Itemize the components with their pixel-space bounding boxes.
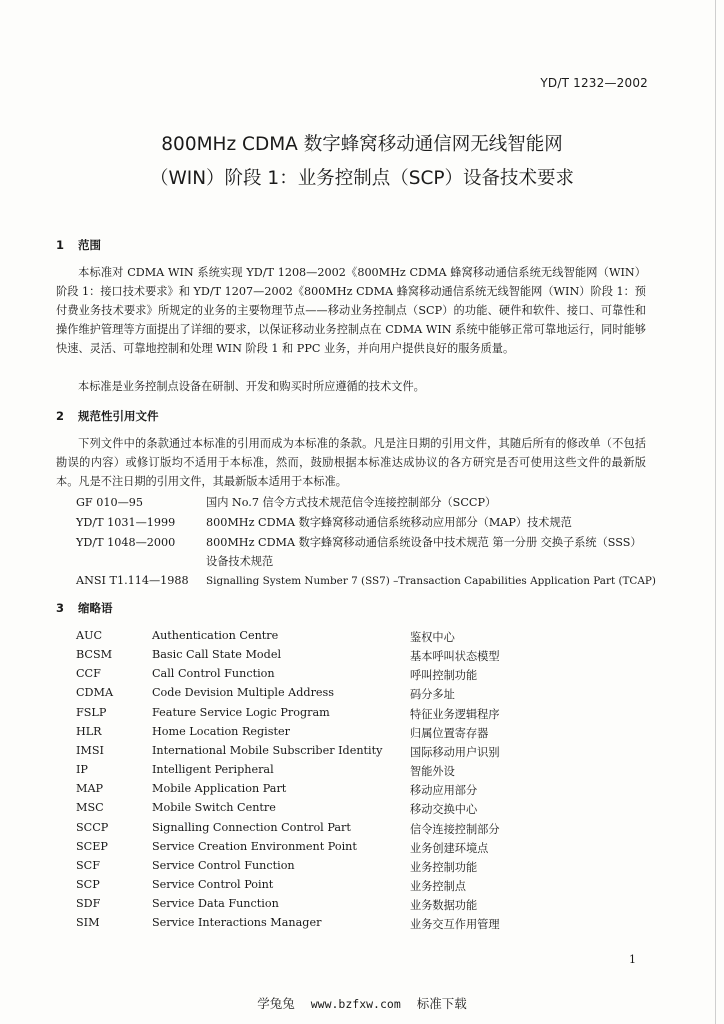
abbreviation-code: BCSM xyxy=(76,648,113,661)
section-title: 范围 xyxy=(78,238,101,252)
abbreviation-chinese: 移动交换中心 xyxy=(410,803,478,816)
abbreviation-english: Basic Call State Model xyxy=(152,648,282,661)
abbreviation-code: SCF xyxy=(76,859,100,872)
download-footer xyxy=(0,994,724,1012)
abbreviation-code: SCCP xyxy=(76,821,109,834)
abbreviation-chinese: 基本呼叫状态模型 xyxy=(410,650,500,663)
abbreviation-code: AUC xyxy=(76,629,103,642)
abbreviation-row xyxy=(76,916,636,935)
abbreviation-chinese: 移动应用部分 xyxy=(410,784,478,797)
abbreviation-chinese: 业务控制点 xyxy=(410,880,466,893)
abbreviation-english: Code Devision Multiple Address xyxy=(152,686,335,699)
scope-paragraph-1-text: 本标准对 CDMA WIN 系统实现 YD/T 1208—2002《800MHz CDMA 蜂窝移动通信系统无线智能网（WIN）阶段 1：接口技术要求》和 YD/T 1207—2002《800MHz CDMA 蜂窝移动通信系统无线智能网（WIN）阶段 1：预付费业务技术要求》所规定的业务的主要物理节点——移动业务控制点（SCP）的功能、硬件和软件、接口、可靠性和操作维护管理等方面提出了详细的要求，以保证移动业务控制点在 CDMA WIN 系统中能够正常可靠地运行，同时能够快速、灵活、可靠地控制和处理 WIN 阶段 1 和 PPC 业务，并向用户提供良好的服务质量。 xyxy=(56,266,646,355)
abbreviation-english: International Mobile Subscriber Identity xyxy=(152,744,383,757)
abbreviation-code: MAP xyxy=(76,782,104,795)
abbreviation-chinese: 归属位置寄存器 xyxy=(410,727,489,740)
reference-code: GF 010—95 xyxy=(76,496,144,509)
reference-title: 国内 No.7 信令方式技术规范信令连接控制部分（SCCP） xyxy=(206,496,497,509)
section-number: 1 xyxy=(56,238,65,252)
abbreviation-row xyxy=(76,706,636,725)
abbreviation-english: Intelligent Peripheral xyxy=(152,763,274,776)
abbreviation-english: Feature Service Logic Program xyxy=(152,706,330,719)
scope-paragraph-2 xyxy=(56,378,646,397)
abbreviation-code: MSC xyxy=(76,801,104,814)
abbreviation-row xyxy=(76,878,636,897)
abbreviation-chinese: 国际移动用户识别 xyxy=(410,746,500,759)
standard-code: YD/T 1232—2002 xyxy=(540,76,648,90)
abbreviation-row xyxy=(76,725,636,744)
abbreviation-english: Service Control Function xyxy=(152,859,295,872)
abbreviation-english: Mobile Switch Centre xyxy=(152,801,276,814)
footer-site-name: 学兔兔 xyxy=(257,996,295,1011)
section-number: 2 xyxy=(56,409,65,423)
references-intro xyxy=(56,435,646,492)
abbreviation-chinese: 业务数据功能 xyxy=(410,899,478,912)
abbreviation-row xyxy=(76,744,636,763)
abbreviation-row xyxy=(76,821,636,840)
document-title-line-2: （WIN）阶段 1：业务控制点（SCP）设备技术要求 xyxy=(149,168,575,189)
abbreviation-english: Mobile Application Part xyxy=(152,782,287,795)
abbreviation-row xyxy=(76,648,636,667)
reference-title: Signalling System Number 7 (SS7) –Transaction Capabilities Application Part (TCAP) xyxy=(206,575,656,587)
abbreviation-row xyxy=(76,686,636,705)
page-number: 1 xyxy=(629,953,636,966)
abbreviation-row xyxy=(76,763,636,782)
abbreviation-english: Service Control Point xyxy=(152,878,274,891)
abbreviation-row xyxy=(76,782,636,801)
abbreviation-code: FSLP xyxy=(76,706,107,719)
abbreviation-code: SDF xyxy=(76,897,101,910)
abbreviation-code: HLR xyxy=(76,725,102,738)
reference-code: YD/T 1031—1999 xyxy=(76,516,176,529)
abbreviation-english: Home Location Register xyxy=(152,725,290,738)
abbreviation-chinese: 码分多址 xyxy=(410,688,455,701)
section-heading-scope xyxy=(56,237,101,253)
abbreviation-row xyxy=(76,629,636,648)
footer-url-link[interactable]: www.bzfxw.com xyxy=(310,997,401,1011)
scope-paragraph-1 xyxy=(56,264,646,359)
abbreviation-english: Call Control Function xyxy=(152,667,275,680)
abbreviation-row xyxy=(76,801,636,820)
abbreviation-english: Service Creation Environment Point xyxy=(152,840,357,853)
abbreviation-row xyxy=(76,897,636,916)
abbreviation-code: IMSI xyxy=(76,744,104,757)
abbreviation-code: CCF xyxy=(76,667,101,680)
section-title: 规范性引用文件 xyxy=(78,409,159,423)
references-intro-text: 下列文件中的条款通过本标准的引用而成为本标准的条款。凡是注日期的引用文件，其随后所有的修改单（不包括勘误的内容）或修订版均不适用于本标准，然而，鼓励根据本标准达成协议的各方研究是否可使用这些文件的最新版本。凡是不注日期的引用文件，其最新版本适用于本标准。 xyxy=(56,437,646,488)
reference-code: ANSI T1.114—1988 xyxy=(76,574,189,587)
reference-title: 800MHz CDMA 数字蜂窝移动通信系统设备中技术规范 第一分册 交换子系统（SSS）设备技术规范 xyxy=(206,536,642,568)
abbreviation-code: IP xyxy=(76,763,88,776)
document-title-line-1: 800MHz CDMA 数字蜂窝移动通信网无线智能网 xyxy=(161,134,563,155)
abbreviation-chinese: 业务交互作用管理 xyxy=(410,918,500,931)
reference-title: 800MHz CDMA 数字蜂窝移动通信系统移动应用部分（MAP）技术规范 xyxy=(206,516,572,529)
abbreviation-code: SCEP xyxy=(76,840,108,853)
reference-code: YD/T 1048—2000 xyxy=(76,536,176,549)
abbreviation-code: CDMA xyxy=(76,686,114,699)
abbreviation-chinese: 呼叫控制功能 xyxy=(410,669,478,682)
abbreviation-chinese: 智能外设 xyxy=(410,765,455,778)
abbreviation-row xyxy=(76,859,636,878)
scope-paragraph-2-text: 本标准是业务控制点设备在研制、开发和购买时所应遵循的技术文件。 xyxy=(78,380,425,393)
section-number: 3 xyxy=(56,601,65,615)
abbreviation-chinese: 业务创建环境点 xyxy=(410,842,489,855)
abbreviation-chinese: 信令连接控制部分 xyxy=(410,823,500,836)
footer-label: 标准下载 xyxy=(416,996,467,1011)
abbreviation-chinese: 业务控制功能 xyxy=(410,861,478,874)
abbreviation-row xyxy=(76,840,636,859)
abbreviation-code: SCP xyxy=(76,878,100,891)
abbreviation-chinese: 特征业务逻辑程序 xyxy=(410,708,500,721)
section-title: 缩略语 xyxy=(78,601,113,615)
abbreviation-code: SIM xyxy=(76,916,100,929)
section-heading-abbreviations xyxy=(56,600,113,616)
abbreviation-chinese: 鉴权中心 xyxy=(410,631,455,644)
abbreviation-english: Signalling Connection Control Part xyxy=(152,821,351,834)
abbreviation-english: Authentication Centre xyxy=(152,629,279,642)
abbreviation-english: Service Interactions Manager xyxy=(152,916,322,929)
abbreviation-row xyxy=(76,667,636,686)
section-heading-references xyxy=(56,408,159,424)
abbreviation-english: Service Data Function xyxy=(152,897,279,910)
